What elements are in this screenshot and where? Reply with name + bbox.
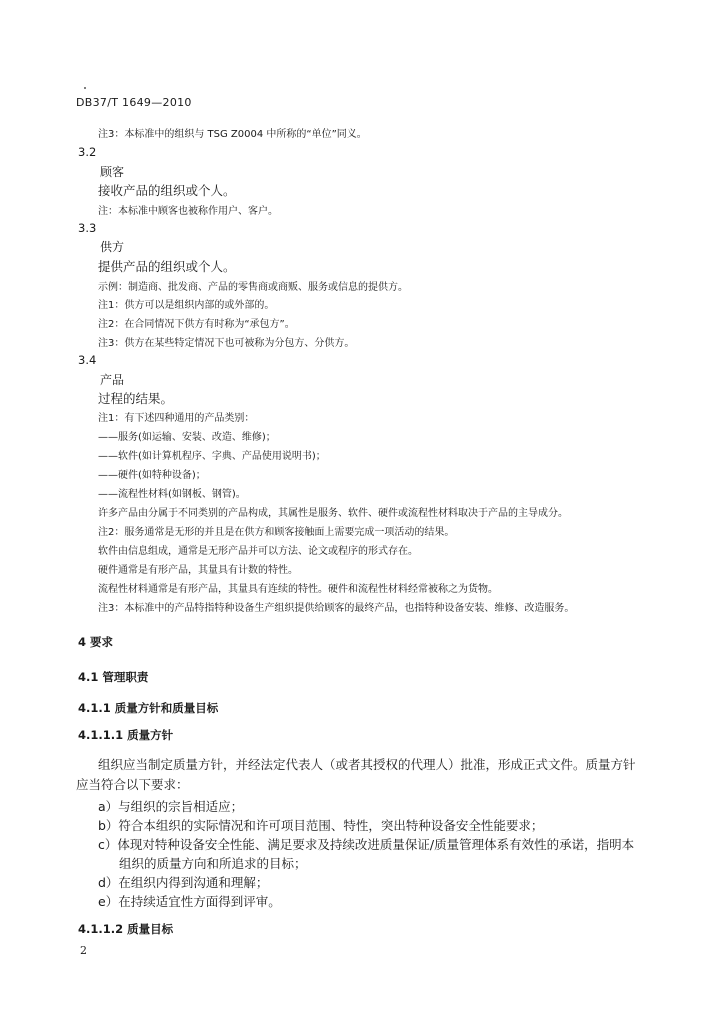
term-definition: 提供产品的组织或个人。: [98, 259, 236, 274]
section-heading: 4 要求: [78, 635, 114, 649]
term-heading: 供方: [100, 240, 125, 254]
note-line: 注1：有下述四种通用的产品类别：: [98, 413, 255, 424]
term-number: 3.3: [78, 221, 97, 235]
list-item: ——服务(如运输、安装、改造、维修)；: [98, 432, 276, 443]
list-item: c）体现对特种设备安全性能、满足要求及持续改进质量保证/质量管理体系有效性的承诺，指明本: [98, 837, 635, 852]
subsection-heading: 4.1 管理职责: [78, 670, 149, 684]
list-item: ——软件(如计算机程序、字典、产品使用说明书)；: [98, 451, 326, 462]
list-item: b）符合本组织的实际情况和许可项目范围、特性，突出特种设备安全性能要求；: [98, 818, 544, 833]
note-line: 注3：供方在某些特定情况下也可被称为分包方、分供方。: [98, 338, 355, 349]
list-item: ——流程性材料(如钢板、钢管)。: [98, 489, 246, 500]
note-line: 流程性材料通常是有形产品，其量具有连续的特性。硬件和流程性材料经常被称之为货物。: [98, 584, 498, 595]
paragraph-line: 应当符合以下要求：: [76, 777, 189, 792]
note-line: 注3：本标准中的组织与 TSG Z0004 中所称的“单位”同义。: [98, 129, 367, 140]
note-line: 许多产品由分属于不同类别的产品构成，其属性是服务、软件、硬件或流程性材料取决于产品的主导成分。: [98, 508, 568, 519]
term-heading: 产品: [100, 373, 125, 387]
note-line: 注1：供方可以是组织内部的或外部的。: [98, 300, 275, 311]
note-line: 注2：在合同情况下供方有时称为“承包方”。: [98, 319, 295, 330]
page-number: 2: [80, 944, 87, 957]
list-item: ——硬件(如特种设备)；: [98, 470, 206, 481]
list-item: e）在持续适宜性方面得到评审。: [98, 894, 281, 909]
term-heading: 顾客: [100, 165, 125, 179]
term-number: 3.2: [78, 145, 97, 159]
list-item: d）在组织内得到沟通和理解；: [98, 875, 269, 890]
term-definition: 接收产品的组织或个人。: [98, 183, 236, 198]
list-item: a）与组织的宗旨相适应；: [98, 799, 244, 814]
list-item: 组织的质量方向和所追求的目标；: [119, 856, 307, 871]
subsection-heading: 4.1.1.2 质量目标: [78, 922, 174, 936]
note-line: 注3：本标准中的产品特指特种设备生产组织提供给顾客的最终产品，也指特种设备安装、维修、改造服务。: [98, 603, 575, 614]
term-definition: 过程的结果。: [98, 391, 174, 406]
note-line: 软件由信息组成，通常是无形产品并可以方法、论文或程序的形式存在。: [98, 546, 418, 557]
document-code: DB37/T 1649—2010: [76, 96, 192, 109]
note-line: 注2：服务通常是无形的并且是在供方和顾客接触面上需要完成一项活动的结果。: [98, 527, 455, 538]
subsection-heading: 4.1.1 质量方针和质量目标: [78, 701, 219, 715]
subsection-heading: 4.1.1.1 质量方针: [78, 728, 174, 742]
note-line: 硬件通常是有形产品，其量具有计数的特性。: [98, 565, 298, 576]
note-line: 注：本标准中顾客也被称作用户、客户。: [98, 206, 278, 217]
paragraph-line: 组织应当制定质量方针，并经法定代表人（或者其授权的代理人）批准，形成正式文件。质量方针: [98, 757, 636, 772]
example-line: 示例：制造商、批发商、产品的零售商或商贩、服务或信息的提供方。: [98, 282, 408, 293]
term-number: 3.4: [78, 353, 97, 367]
